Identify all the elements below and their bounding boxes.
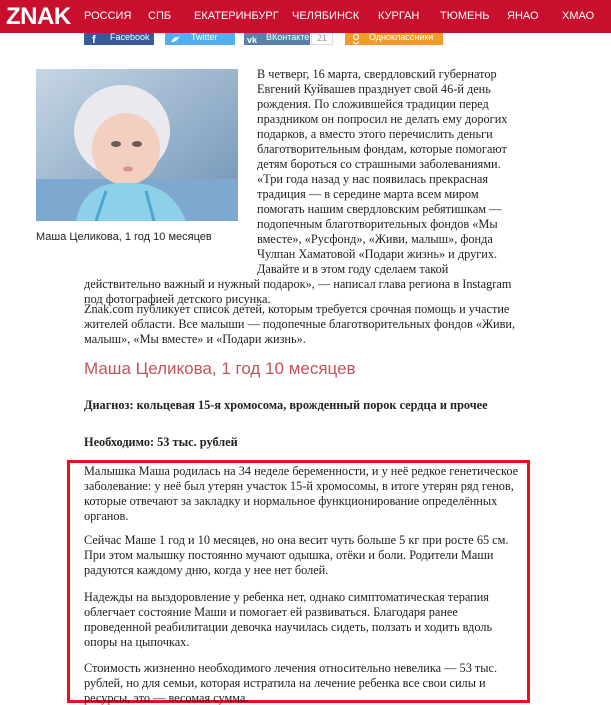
lead-line: Давайте и в этом году сделаем такой xyxy=(257,262,449,276)
highlight-line: заболевание: у неё был утерян участок 15-й хромосомы, в итоге утерян ряд генов, xyxy=(84,479,514,493)
vk-icon xyxy=(244,33,266,45)
nav-item-spb[interactable]: СПБ xyxy=(148,10,172,22)
lead-line: благотворительным фондам, которые помогают xyxy=(257,142,507,156)
highlight-line: органов. xyxy=(84,509,129,523)
highlight-line: Сейчас Маше 1 год и 10 месяцев, но она весит чуть больше 5 кг при росте 65 см. xyxy=(84,533,509,547)
lead-line: В четверг, 16 марта, свердловский губернатор xyxy=(257,67,497,81)
photo-caption: Маша Целикова, 1 год 10 месяцев xyxy=(36,231,212,243)
nav-item-tyumen[interactable]: ТЮМЕНЬ xyxy=(440,10,490,22)
lead-line: Чулпан Хаматовой «Подари жизнь» и других. xyxy=(257,247,498,261)
lead-line: «Три года назад у нас появилась прекрасная xyxy=(257,172,488,186)
facebook-icon xyxy=(84,33,106,45)
child-photo xyxy=(36,69,238,221)
share-ok-label: Одноклассники xyxy=(369,33,434,42)
lead-line: праздником он попросил не делать ему дорогих xyxy=(257,112,508,126)
paragraph-line: малыш», «Мы вместе» и «Подари жизнь». xyxy=(84,332,306,346)
lead-line: подарков, а вместо этого перечислить деньги xyxy=(257,127,493,141)
highlight-line: облегчает состояние Маши и помогает ей развиваться. Благодаря ранее xyxy=(84,605,458,619)
highlight-line: Стоимость жизненно необходимого лечения относительно невелика — 53 тыс. xyxy=(84,661,498,675)
odnoklassniki-icon xyxy=(345,33,367,45)
highlight-line: Малышка Маша родилась на 34 неделе беременности, и у неё редкое генетическое xyxy=(84,464,519,478)
highlight-line: опоры на цыпочках. xyxy=(84,635,190,649)
lead-line: под фотографией детского рисунка. xyxy=(84,292,271,306)
svg-text:vk: vk xyxy=(247,35,258,45)
lead-line: действительно важный и нужный подарок», — написал глава региона в Instagram xyxy=(84,277,512,291)
share-twitter-button[interactable] xyxy=(165,33,235,45)
lead-line: вместе», «Русфонд», «Живи, малыш», фонда xyxy=(257,232,493,246)
nav-item-chelyabinsk[interactable]: ЧЕЛЯБИНСК xyxy=(292,10,360,22)
lead-line: помогать нашим свердловским ребятишкам — xyxy=(257,202,502,216)
site-header xyxy=(0,0,611,33)
lead-line: подопечным благотворительных фондов «Мы xyxy=(257,217,498,231)
highlight-line: Надежды на выздоровление у ребенка нет, однако симптоматическая терапия xyxy=(84,590,489,604)
nav-item-ekaterinburg[interactable]: ЕКАТЕРИНБУРГ xyxy=(194,10,279,22)
lead-line: Евгений Куйвашев празднует свой 46-й день xyxy=(257,82,491,96)
paragraph-line: Znak.com публикует список детей, которым требуется срочная помощь и участие xyxy=(84,302,510,316)
share-vk-label: ВКонтакте xyxy=(266,33,310,42)
share-vk-button[interactable] xyxy=(244,33,310,45)
highlight-line: При этом малышку постоянно мучают одышка, отёки и боли. Родители Маши xyxy=(84,548,494,562)
highlight-line: рублей, но для семьи, которая истратила на лечение ребенка все свои силы и xyxy=(84,676,486,690)
nav-item-russia[interactable]: РОССИЯ xyxy=(84,10,132,22)
child-name-heading: Маша Целикова, 1 год 10 месяцев xyxy=(84,359,356,378)
nav-item-yanao[interactable]: ЯНАО xyxy=(507,10,539,22)
highlight-line: которые отвечают за закладку и нормальное функционирование определённых xyxy=(84,494,498,508)
nav-item-kurgan[interactable]: КУРГАН xyxy=(378,10,420,22)
highlight-line: проведенной реабилитации девочка научилась сидеть, ползать и ходить вдоль xyxy=(84,620,493,634)
highlight-line: радуются каждому дню, когда у нее нет болей. xyxy=(84,563,329,577)
lead-line: детям бороться со страшными заболеваниями. xyxy=(257,157,501,171)
nav-item-hmao[interactable]: ХМАО xyxy=(562,10,595,22)
svg-text:f: f xyxy=(92,34,96,45)
site-logo[interactable]: ZNAK xyxy=(6,3,71,30)
needed-amount-text: Необходимо: 53 тыс. рублей xyxy=(84,435,238,449)
share-twitter-label: Twitter xyxy=(191,33,218,42)
diagnosis-text: Диагноз: кольцевая 15-я хромосома, врожденный порок сердца и прочее xyxy=(84,398,488,412)
highlight-line: ресурсы, это — весомая сумма. xyxy=(84,691,249,705)
paragraph-line: жителей области. Все малыши — подопечные благотворительных фондов «Живи, xyxy=(84,317,516,331)
share-facebook-button[interactable] xyxy=(84,33,154,45)
share-ok-button[interactable] xyxy=(345,33,443,45)
share-vk-count: 21 xyxy=(311,33,333,45)
share-facebook-label: Facebook xyxy=(110,33,150,42)
lead-line: рождения. По сложившейся традиции перед xyxy=(257,97,489,111)
twitter-icon xyxy=(165,33,187,45)
lead-line: традиция — в середине марта всем миром xyxy=(257,187,479,201)
